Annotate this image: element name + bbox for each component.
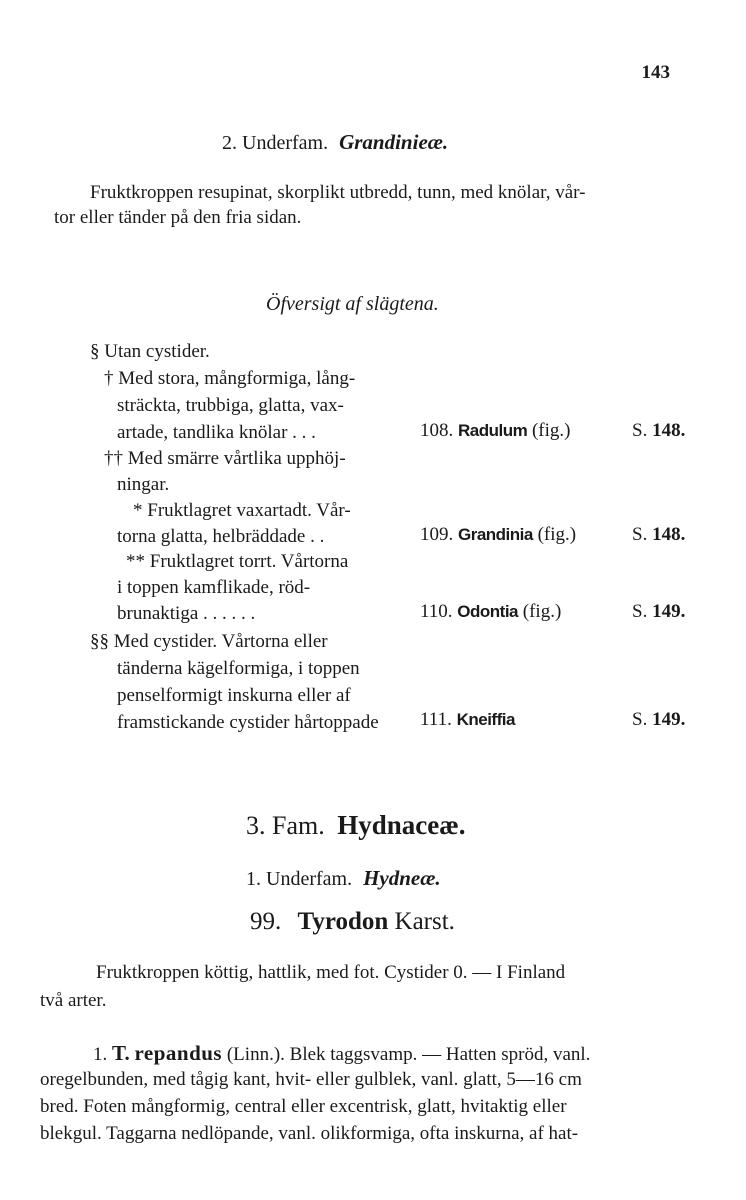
- page-reference: S. 148.: [632, 420, 686, 441]
- genus-heading: [250, 908, 455, 936]
- genus-entry: 111. Kneiffia: [420, 709, 515, 730]
- key-line: ningar.: [117, 474, 170, 495]
- page-reference: S. 148.: [632, 524, 686, 545]
- key-line: ** Fruktlagret torrt. Vårtorna: [126, 551, 349, 572]
- species-line: oregelbunden, med tågig kant, hvit- eller gulblek, vanl. glatt, 5—16 cm: [40, 1069, 582, 1090]
- species-entry: 1. T. repandus (Linn.). Blek taggsvamp. — Hatten spröd, vanl.: [93, 1041, 591, 1065]
- key-line: torna glatta, helbräddade . .: [117, 526, 325, 547]
- family-number: 3.: [246, 811, 266, 840]
- subfamily-number: 1.: [246, 868, 261, 890]
- genus-name: Radulum: [458, 421, 528, 440]
- description-line: två arter.: [40, 990, 107, 1011]
- overview-title: Öfversigt af slägtena.: [266, 293, 439, 315]
- key-line: framstickande cystider hårtoppade: [117, 712, 379, 733]
- genus-author: Karst.: [394, 908, 455, 935]
- key-line: § Utan cystider.: [90, 341, 210, 362]
- genus-name: Odontia: [457, 602, 519, 621]
- genus-number: 99.: [250, 908, 282, 935]
- subfamily-heading: [246, 866, 441, 891]
- description-line: Fruktkroppen köttig, hattlik, med fot. Cystider 0. — I Finland: [96, 962, 566, 983]
- page-number: 143: [641, 62, 670, 83]
- key-line: * Fruktlagret vaxartadt. Vår-: [133, 500, 351, 521]
- family-name: Hydnaceæ.: [337, 810, 466, 840]
- key-line: artade, tandlika knölar . . .: [117, 422, 316, 443]
- species-line: bred. Foten mångformig, central eller excentrisk, glatt, hvitaktig eller: [40, 1096, 567, 1117]
- key-line: brunaktiga . . . . . .: [117, 603, 256, 624]
- genus-entry: 110. Odontia (fig.): [420, 601, 562, 622]
- key-line: sträckta, trubbiga, glatta, vax-: [117, 395, 344, 416]
- species-line: blekgul. Taggarna nedlöpande, vanl. olikformiga, ofta inskurna, af hat-: [40, 1123, 579, 1144]
- subfamily-name: Hydneæ.: [363, 866, 441, 890]
- key-line: † Med stora, mångformiga, lång-: [104, 368, 356, 389]
- subfamily-number: 2.: [222, 132, 237, 154]
- genus-heading-name: Tyrodon: [297, 908, 389, 935]
- subfamily-heading: [222, 130, 448, 155]
- description-line: Fruktkroppen resupinat, skorplikt utbredd, tunn, med knölar, vår-: [90, 182, 586, 203]
- subfamily-name: Grandinieæ.: [339, 130, 449, 154]
- genus-entry: 108. Radulum (fig.): [420, 420, 571, 441]
- description-line: tor eller tänder på den fria sidan.: [54, 207, 302, 228]
- subfamily-label: Underfam.: [242, 132, 329, 154]
- subfamily-label: Underfam.: [266, 868, 353, 890]
- key-line: tänderna kägelformiga, i toppen: [117, 658, 360, 679]
- species-name: repandus: [134, 1041, 223, 1065]
- key-line: §§ Med cystider. Vårtorna eller: [90, 631, 328, 652]
- page-reference: S. 149.: [632, 709, 686, 730]
- key-line: †† Med smärre vårtlika upphöj-: [104, 448, 346, 469]
- key-line: penselformigt inskurna eller af: [117, 685, 351, 706]
- key-line: i toppen kamflikade, röd-: [117, 577, 311, 598]
- page-reference: S. 149.: [632, 601, 686, 622]
- genus-name: Kneiffia: [456, 710, 515, 729]
- family-label: Fam.: [272, 811, 325, 840]
- family-heading: [246, 810, 465, 841]
- genus-entry: 109. Grandinia (fig.): [420, 524, 577, 545]
- genus-name: Grandinia: [458, 525, 533, 544]
